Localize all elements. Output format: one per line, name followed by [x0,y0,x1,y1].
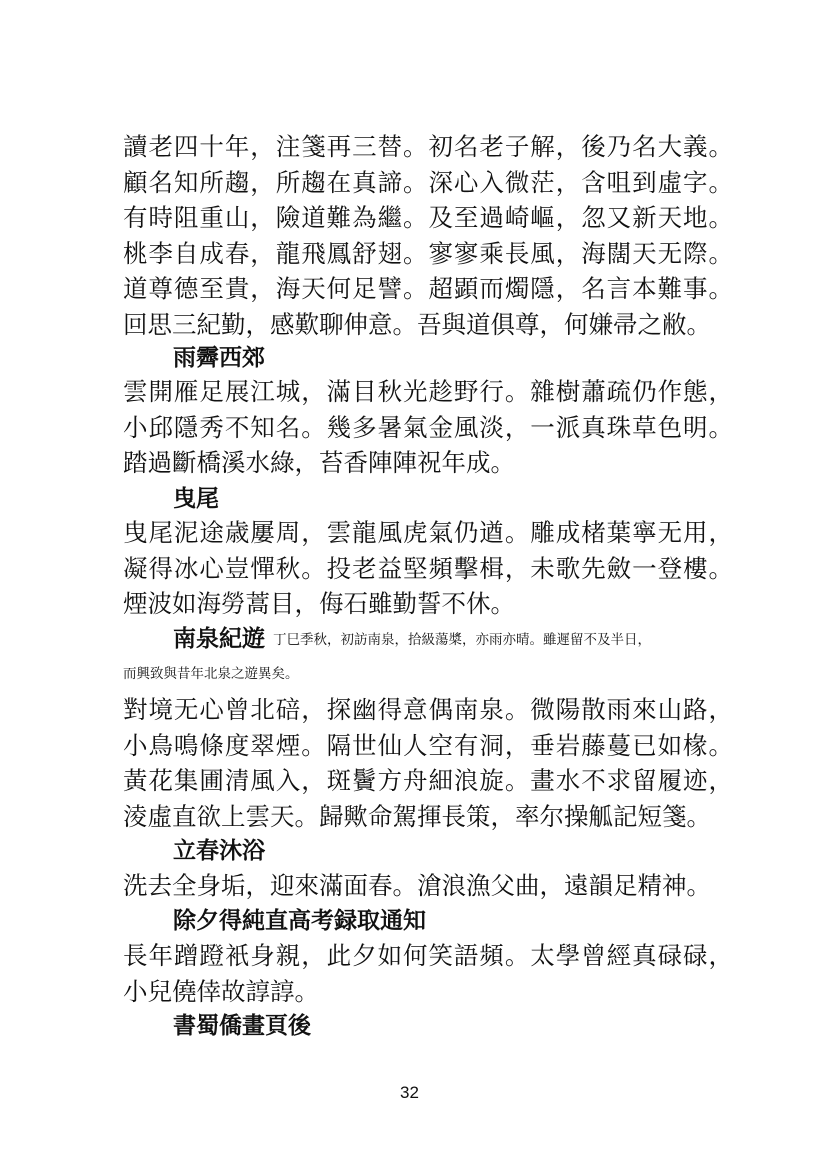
poem-title-li-chun-mu-yu: 立春沐浴 [173,837,265,864]
page-number: 32 [400,1083,419,1102]
poem-title-yu-ji-xi-jiao: 雨霽西郊 [173,344,265,371]
poem-preface-note-part2: 而興致與昔年北泉之遊異矣。 [123,666,299,682]
poem-title-chu-xi: 除夕得純直高考録取通知 [173,907,426,934]
poem-body-chu-xi: 長年蹭蹬衹身親，此夕如何笑語頻。太學曾經真碌碌，小兒僥倖故諄諄。 [123,941,733,1006]
poem-title-ye-wei: 曳尾 [173,485,219,512]
poem-body-yu-ji-xi-jiao: 雲開雁足展江城，滿目秋光趁野行。雜樹蕭疏仍作態，小邱隱秀不知名。幾多暑氣金風淡，一派真珠草色明。踏過斷橋溪水綠，苔香陣陣祝年成。 [123,377,733,477]
poem-body-nan-quan-ji-you: 對境无心曾北碚，探幽得意偶南泉。微陽散雨來山路，小鳥鳴條度翠煙。隔世仙人空有洞，垂岩藤蔓已如椽。黃花集圃清風入，斑鬢方舟細浪旋。畫水不求留履迹，淩虛直欲上雲天。歸歟命駕揮長策，率尔操觚記短箋。 [123,695,733,831]
poem-preface-note-part1: 丁巳季秋，初訪南泉，拾級蕩槳，亦雨亦晴。雖遲留不及半日， [273,632,651,648]
poem-body-li-chun-mu-yu: 洗去全身垢，迎來滿面春。滄浪漁父曲，遠韻足精神。 [123,871,711,900]
intro-poem-body: 讀老四十年，注箋再三替。初名老子解，後乃名大義。顧名知所趨，所趨在真諦。深心入微茫，含咀到虛字。有時阻重山，險道難為繼。及至過崎嶇，忽又新天地。桃李自成春，龍飛鳳舒翅。寥寥乘長風，海闊天无際。道尊德至貴，海天何足譬。超顕而燭隱，名言本難事。回思三紀勤，感歎聊伸意。吾與道俱尊，何嫌帚之敝。 [123,132,733,339]
poem-title-shu-shu-qiao: 書蜀僑畫頁後 [173,1012,311,1039]
poem-title-text: 南泉紀遊 [173,625,265,652]
poem-body-ye-wei: 曳尾泥途歳屢周，雲龍風虎氣仍遒。雕成楮葉寧无用，凝得冰心豈憚秋。投老益堅頻擊楫，未歌先斂一登樓。煙波如海勞蒿目，侮石雖勤誓不休。 [123,518,733,618]
poem-title-nan-quan-ji-you [173,622,651,657]
